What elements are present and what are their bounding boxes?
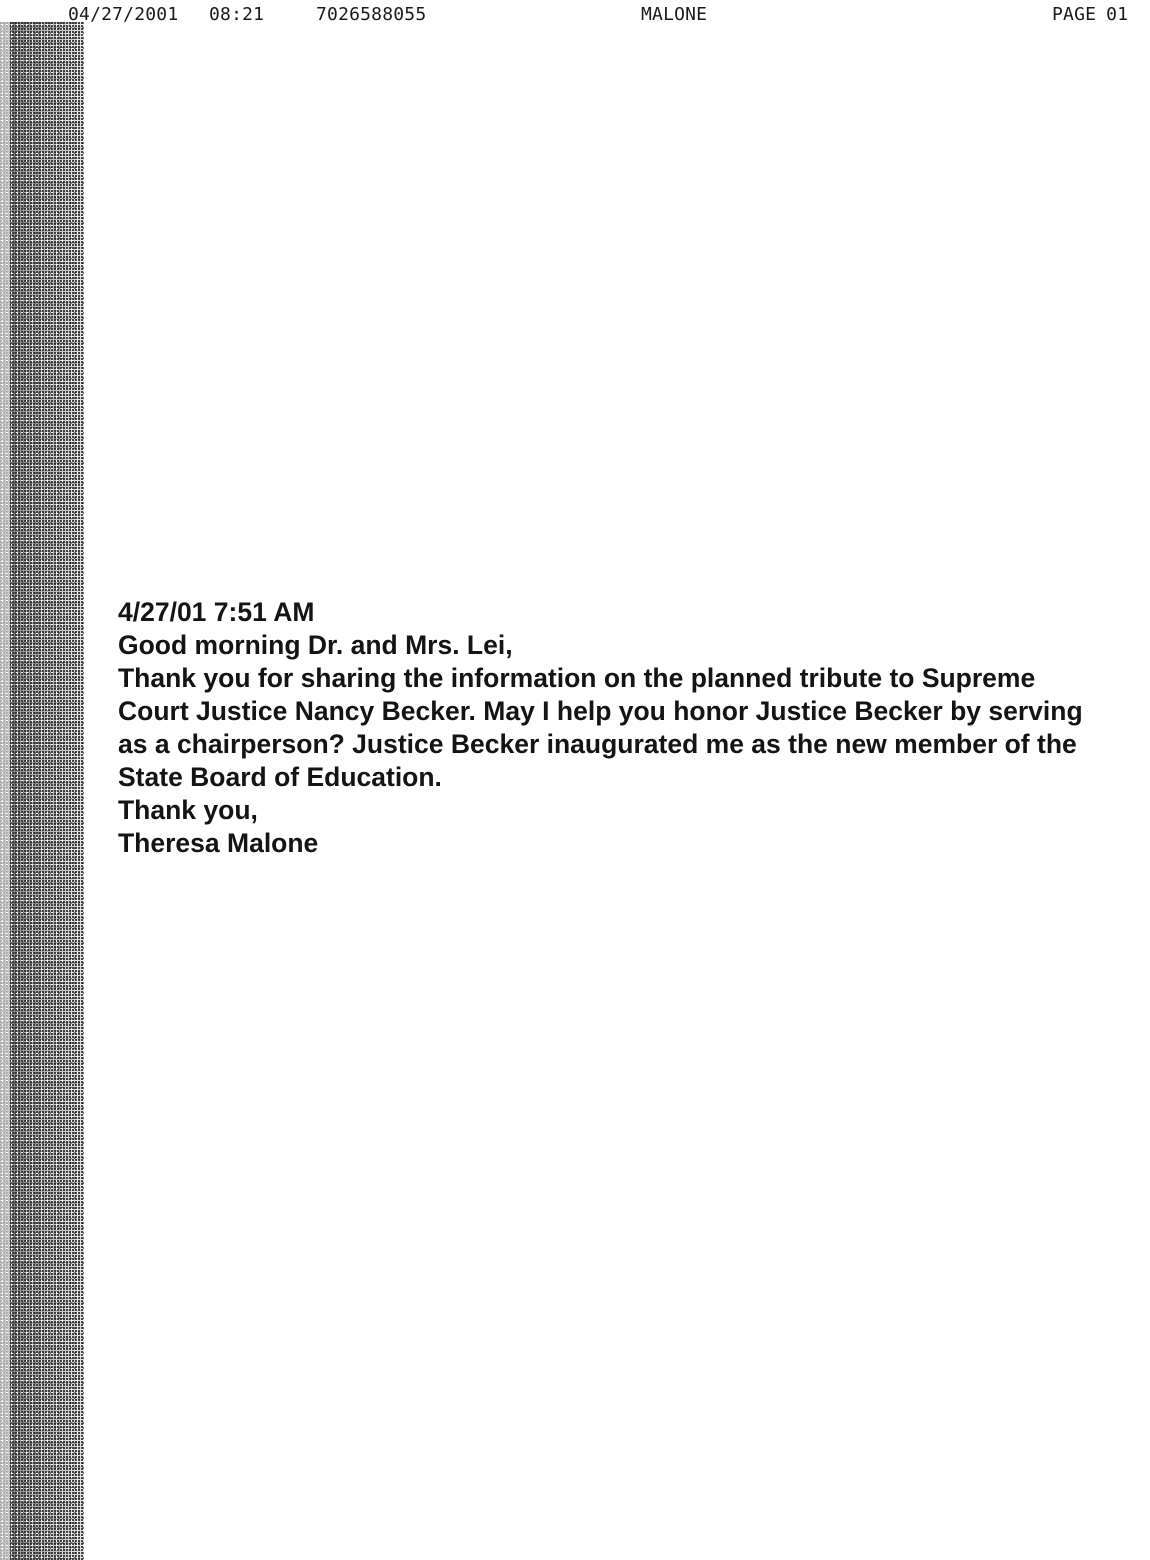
fax-header-page-number: 01 (1106, 4, 1129, 25)
fax-header-page-label: PAGE (1052, 4, 1097, 25)
letter-paragraph: Thank you for sharing the information on the planned tribute to Supreme Court Justice Nancy Becker. May I help you honor Justice Becker by serving as a chairperson? Justice Becker inaugurated me as the new member of the State Board of Education. (118, 663, 1083, 792)
letter-signature: Theresa Malone (118, 828, 319, 858)
letter-timestamp: 4/27/01 7:51 AM (118, 597, 315, 627)
fax-scan-edge-margin (0, 22, 10, 1560)
fax-header (0, 4, 1150, 30)
fax-header-phone: 7026588055 (316, 4, 427, 25)
fax-header-sender: MALONE (641, 4, 708, 25)
letter-body (118, 596, 1098, 860)
letter-greeting: Good morning Dr. and Mrs. Lei, (118, 630, 513, 660)
fax-scan-edge (0, 22, 84, 1560)
fax-header-time: 08:21 (209, 4, 265, 25)
fax-header-date: 04/27/2001 (68, 4, 179, 25)
fax-header-page (1052, 4, 1128, 25)
letter-closing: Thank you, (118, 795, 258, 825)
